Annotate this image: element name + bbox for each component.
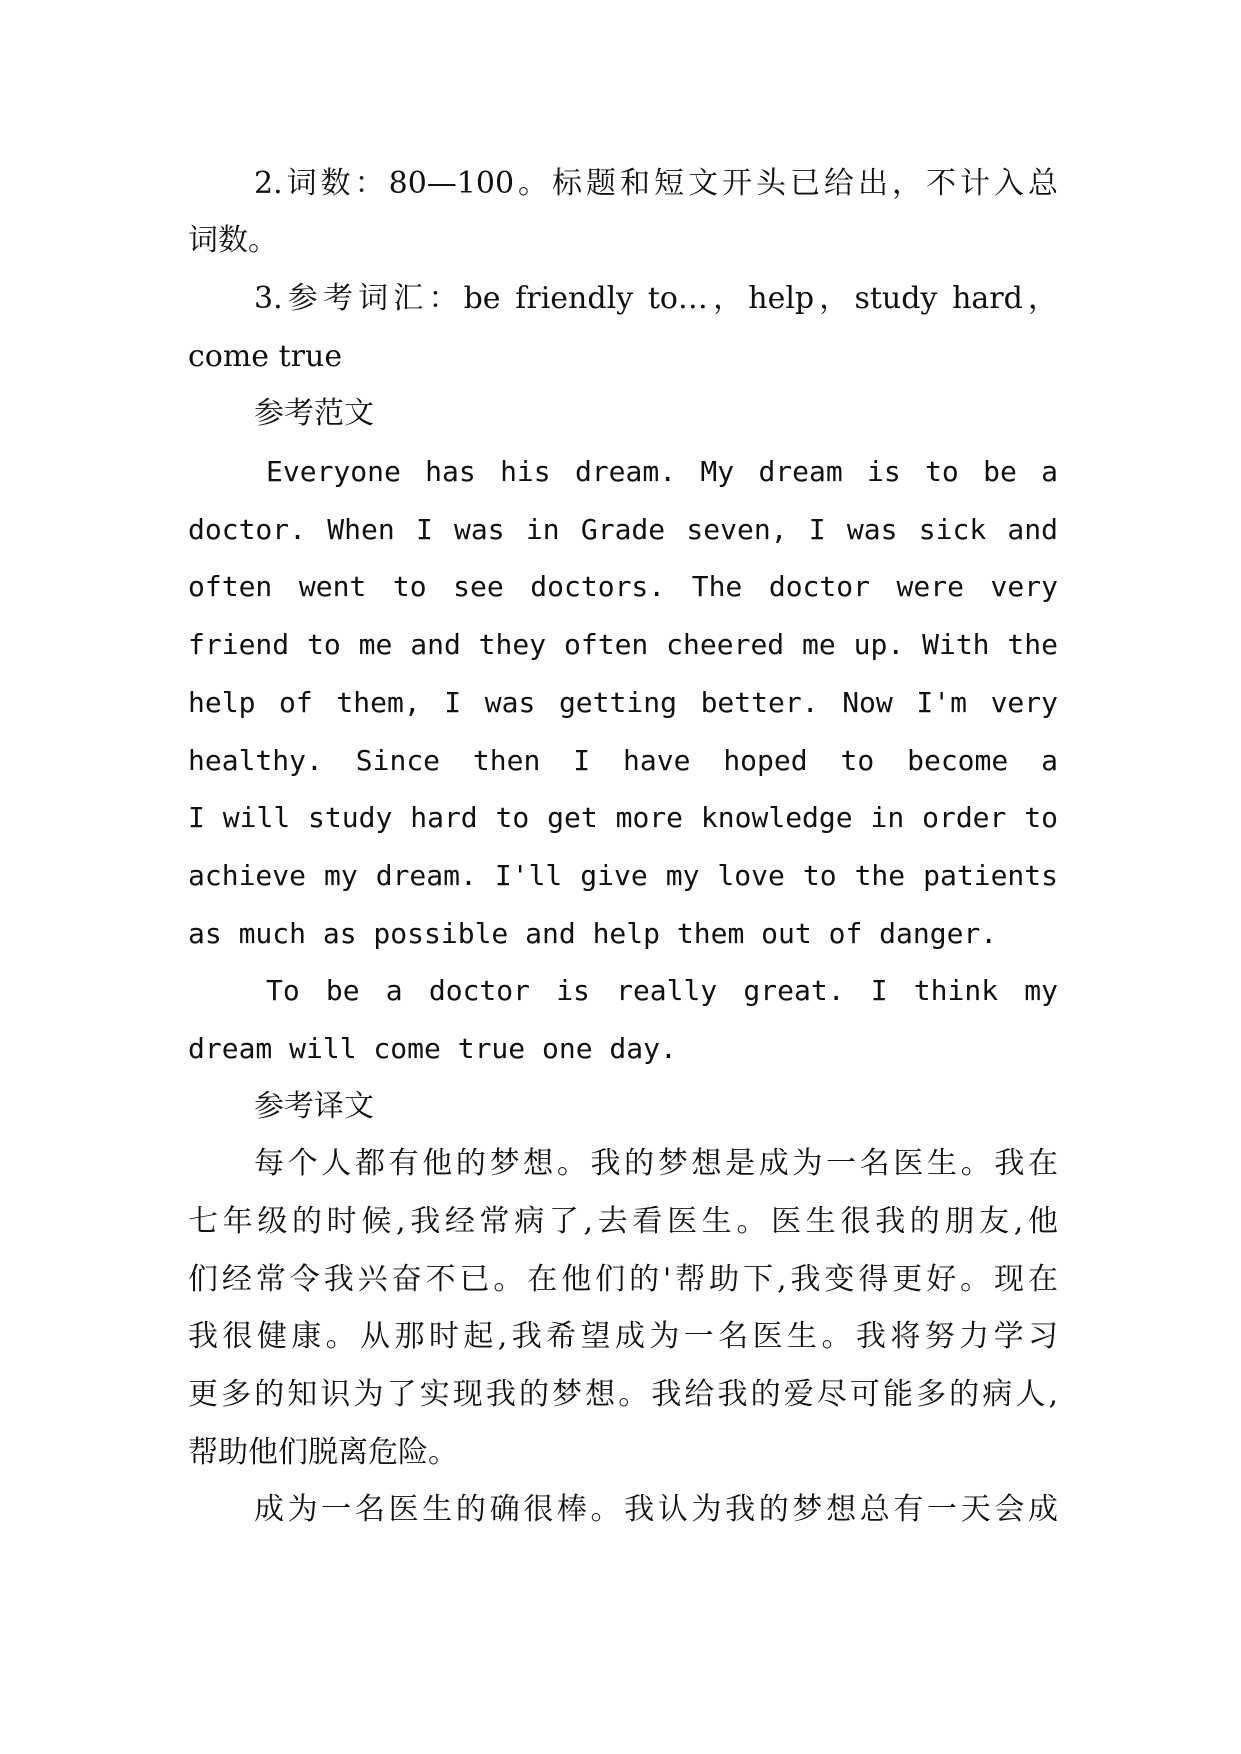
essay-line-4: friend to me and they often cheered me up. With the (188, 628, 1058, 661)
translation-line-4: 我很健康。从那时起,我希望成为一名医生。我将努力学习 (188, 1319, 1058, 1354)
translation-line-2: 七年级的时候,我经常病了,去看医生。医生很我的朋友,他 (188, 1204, 1058, 1239)
requirement-2-line-1: 2.词数：80—100。标题和短文开头已给出，不计入总 (254, 166, 1058, 201)
essay-line-1: Everyone has his dream. My dream is to be a (266, 455, 1058, 488)
requirement-3-line-1: 3.参考词汇：be friendly to…，help，study hard， (254, 281, 1058, 316)
translation-line-1: 每个人都有他的梦想。我的梦想是成为一名医生。我在 (254, 1146, 1058, 1181)
translation-line-5: 更多的知识为了实现我的梦想。我给我的爱尽可能多的病人, (188, 1377, 1058, 1412)
translation-heading: 参考译文 (254, 1089, 374, 1124)
sample-essay-heading: 参考范文 (254, 396, 374, 431)
essay-line-6: healthy. Since then I have hoped to become a (188, 744, 1058, 777)
translation-line-3: 们经常令我兴奋不已。在他们的'帮助下,我变得更好。现在 (188, 1262, 1058, 1297)
translation-line-7: 成为一名医生的确很棒。我认为我的梦想总有一天会成 (254, 1492, 1058, 1527)
essay-line-3: often went to see doctors. The doctor were very (188, 570, 1058, 603)
essay-line-10: To be a doctor is really great. I think my (266, 974, 1058, 1007)
essay-line-8: achieve my dream. I'll give my love to the patients (188, 859, 1058, 892)
essay-line-7: I will study hard to get more knowledge in order to (188, 801, 1058, 834)
essay-line-11: dream will come true one day. (188, 1032, 677, 1065)
essay-line-5: help of them, I was getting better. Now I'm very (188, 686, 1058, 719)
essay-line-9: as much as possible and help them out of danger. (188, 917, 998, 950)
requirement-3-line-2: come true (188, 339, 343, 374)
requirement-2-line-2: 词数。 (188, 223, 278, 258)
translation-line-6: 帮助他们脱离危险。 (188, 1435, 458, 1470)
essay-line-2: doctor. When I was in Grade seven, I was sick and (188, 513, 1058, 546)
